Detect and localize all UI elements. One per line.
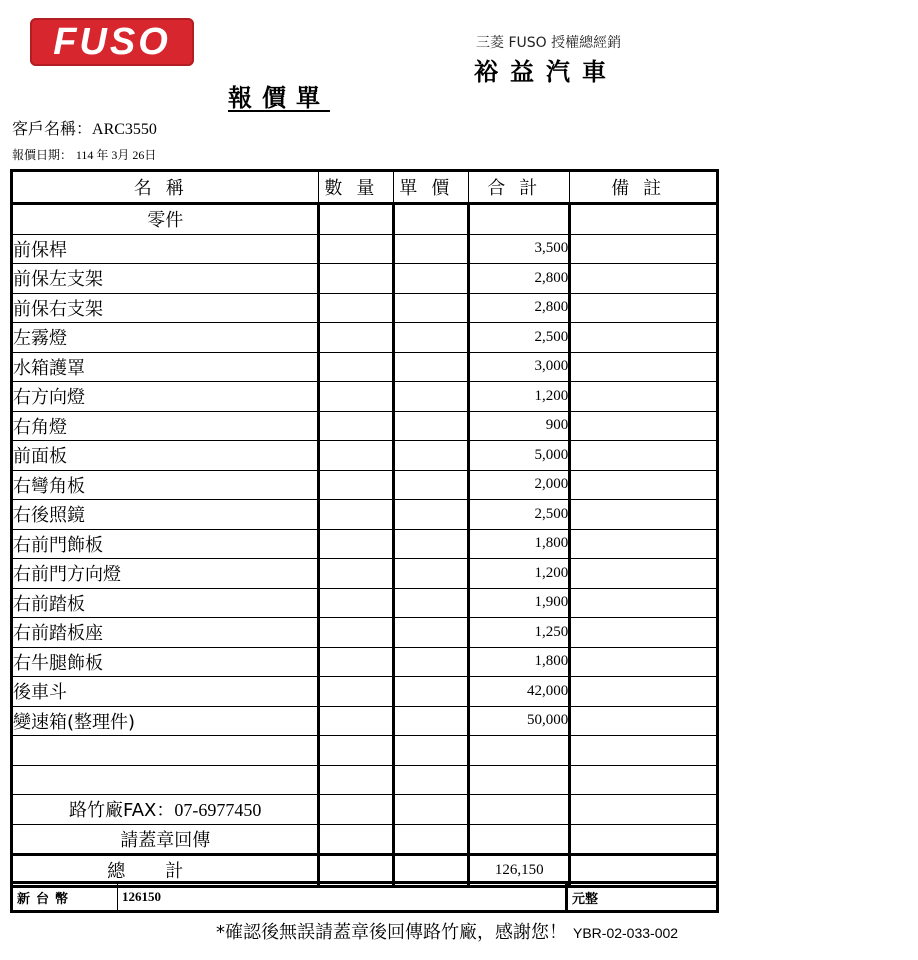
- item-total: 1,800: [469, 529, 570, 559]
- item-total: 2,800: [469, 264, 570, 294]
- customer-label: 客戶名稱：: [12, 119, 93, 138]
- item-total: 3,500: [469, 234, 570, 264]
- table-row: [12, 264, 718, 294]
- item-name: 右前門方向燈: [12, 559, 319, 589]
- ntd-unit: 元整: [567, 883, 718, 912]
- item-name: 右前踏板: [12, 588, 319, 618]
- customer-value: ARC3550: [92, 121, 157, 138]
- table-row: [12, 559, 718, 589]
- quote-table: [10, 169, 719, 888]
- header-quantity: 數量: [319, 171, 394, 204]
- item-name: 變速箱(整理件): [12, 706, 319, 736]
- table-row: [12, 588, 718, 618]
- item-total: 1,800: [469, 647, 570, 677]
- fax-cell: [12, 795, 319, 825]
- item-name: 右方向燈: [12, 382, 319, 412]
- item-total: 900: [469, 411, 570, 441]
- item-total: 5,000: [469, 441, 570, 471]
- header-unit-price: 單價: [394, 171, 469, 204]
- table-row: [12, 411, 718, 441]
- dealer-subtitle: 三菱 FUSO 授權總經銷: [476, 35, 622, 51]
- fax-label: 路竹廠FAX：: [69, 800, 175, 822]
- quote-date-label: 報價日期：: [12, 148, 73, 162]
- fuso-logo: [30, 18, 194, 66]
- table-row: [12, 647, 718, 677]
- fax-number: 07-6977450: [174, 800, 262, 821]
- ntd-amount: 126150: [118, 883, 567, 912]
- item-name: 右前門飾板: [12, 529, 319, 559]
- item-total: 2,500: [469, 323, 570, 353]
- item-name: 後車斗: [12, 677, 319, 707]
- table-row: [12, 441, 718, 471]
- footer-note-line: [216, 918, 678, 944]
- item-total: 1,250: [469, 618, 570, 648]
- table-row: [12, 677, 718, 707]
- fax-row: [12, 795, 718, 825]
- form-code: YBR-02-033-002: [573, 925, 679, 941]
- item-total: 2,500: [469, 500, 570, 530]
- table-row: [12, 323, 718, 353]
- total-label: 總計: [12, 855, 319, 887]
- header-note: 備註: [570, 171, 718, 204]
- item-total: 1,200: [469, 382, 570, 412]
- header-name: 名稱: [12, 171, 319, 204]
- table-row: [12, 500, 718, 530]
- item-name: 右彎角板: [12, 470, 319, 500]
- item-name: 右後照鏡: [12, 500, 319, 530]
- empty-row: [12, 765, 718, 795]
- footer-note: *確認後無誤請蓋章後回傳路竹廠，感謝您！: [216, 922, 567, 943]
- item-total: 2,800: [469, 293, 570, 323]
- item-name: 前保右支架: [12, 293, 319, 323]
- table-row: [12, 234, 718, 264]
- table-row: [12, 352, 718, 382]
- dealer-name: 裕益汽車: [474, 57, 618, 86]
- item-total: 1,900: [469, 588, 570, 618]
- logo-text: FUSO: [53, 20, 171, 63]
- item-name: 右角燈: [12, 411, 319, 441]
- item-total: 1,200: [469, 559, 570, 589]
- item-name: 水箱護罩: [12, 352, 319, 382]
- item-name: 右前踏板座: [12, 618, 319, 648]
- stamp-row: [12, 824, 718, 855]
- item-total: 50,000: [469, 706, 570, 736]
- ntd-label: 新台幣: [12, 883, 118, 912]
- section-row: [12, 204, 718, 235]
- item-name: 前保桿: [12, 234, 319, 264]
- table-row: [12, 618, 718, 648]
- ntd-amount-table: [10, 881, 719, 913]
- item-name: 前保左支架: [12, 264, 319, 294]
- table-row: [12, 529, 718, 559]
- table-row: [12, 382, 718, 412]
- header-total: 合計: [469, 171, 570, 204]
- table-header-row: [12, 171, 718, 204]
- item-total: 2,000: [469, 470, 570, 500]
- item-total: 3,000: [469, 352, 570, 382]
- item-total: 42,000: [469, 677, 570, 707]
- customer-line: [12, 116, 157, 139]
- item-name: 左霧燈: [12, 323, 319, 353]
- quote-date-value: 114 年 3月 26日: [75, 148, 157, 162]
- table-row: [12, 706, 718, 736]
- empty-row: [12, 736, 718, 766]
- section-label: 零件: [12, 204, 319, 235]
- item-name: 前面板: [12, 441, 319, 471]
- stamp-note: 請蓋章回傳: [12, 824, 319, 855]
- document-title: 報價單: [228, 84, 330, 112]
- table-row: [12, 470, 718, 500]
- table-row: [12, 293, 718, 323]
- item-name: 右牛腿飾板: [12, 647, 319, 677]
- total-value: 126,150: [469, 855, 570, 887]
- quote-date-line: [12, 146, 156, 163]
